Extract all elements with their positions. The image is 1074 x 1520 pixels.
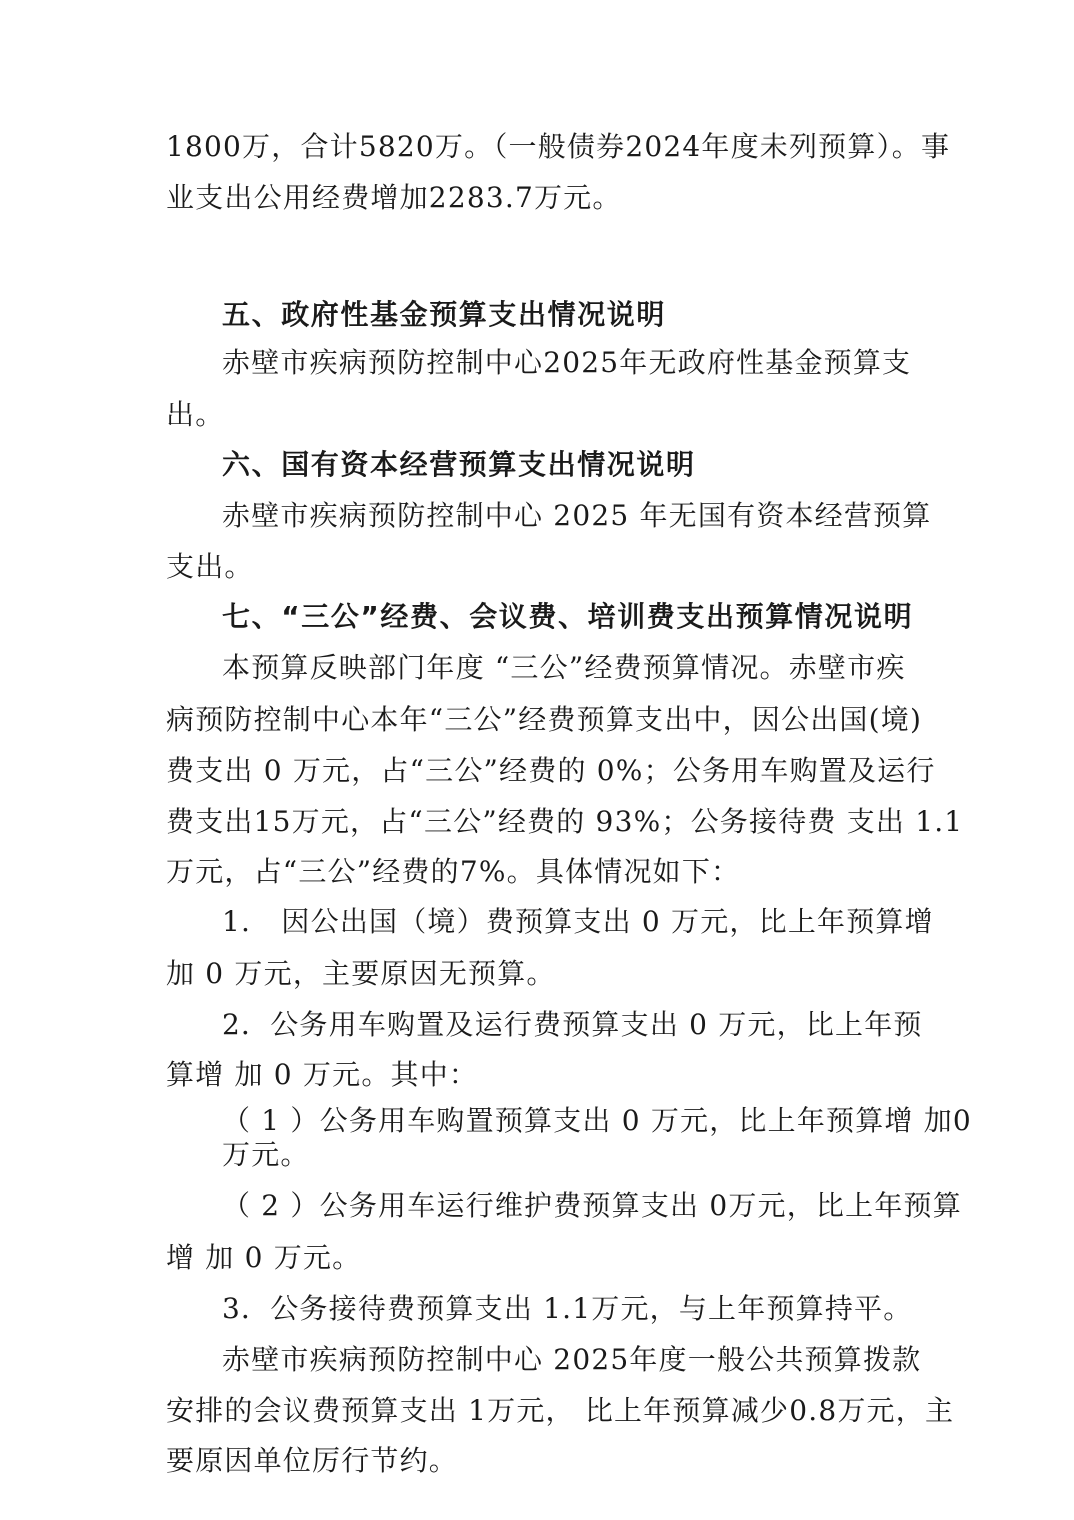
text-line: 赤壁市疾病预防控制中心2025年无政府性基金预算支 xyxy=(222,346,912,379)
text-line: 费支出15万元，占“三公”经费的 93%；公务接待费 支出 1.1 xyxy=(166,805,964,838)
section-heading-7: 七、“三公”经费、会议费、培训费支出预算情况说明 xyxy=(222,600,914,633)
text-line: 2．公务用车购置及运行费预算支出 0 万元，比上年预 xyxy=(222,1008,923,1041)
text-line: 业支出公用经费增加2283.7万元。 xyxy=(166,181,622,214)
text-line: 3．公务接待费预算支出 1.1万元，与上年预算持平。 xyxy=(222,1292,913,1325)
text-line: 安排的会议费预算支出 1万元， 比上年预算减少0.8万元，主 xyxy=(166,1394,955,1427)
text-line: 出。 xyxy=(166,398,225,431)
text-line: 增 加 0 万元。 xyxy=(166,1241,362,1274)
text-line: （ 2 ）公务用车运行维护费预算支出 0万元，比上年预算 xyxy=(222,1189,962,1222)
section-heading-6: 六、国有资本经营预算支出情况说明 xyxy=(222,448,696,481)
text-line: 1. 因公出国（境）费预算支出 0 万元，比上年预算增 xyxy=(222,905,934,938)
text-line: 要原因单位厉行节约。 xyxy=(166,1444,459,1477)
text-line: 赤壁市疾病预防控制中心 2025 年无国有资本经营预算 xyxy=(222,499,932,532)
text-line: （ 1 ）公务用车购置预算支出 0 万元，比上年预算增 加0 xyxy=(222,1104,972,1137)
text-line: 本预算反映部门年度 “三公”经费预算情况。赤壁市疾 xyxy=(222,651,906,684)
text-line: 加 0 万元，主要原因无预算。 xyxy=(166,957,556,990)
text-line: 万元，占“三公”经费的7%。具体情况如下： xyxy=(166,855,741,888)
text-line: 算增 加 0 万元。其中： xyxy=(166,1058,479,1091)
text-line: 赤壁市疾病预防控制中心 2025年度一般公共预算拨款 xyxy=(222,1343,922,1376)
text-line: 费支出 0 万元，占“三公”经费的 0%；公务用车购置及运行 xyxy=(166,754,936,787)
text-line: 病预防控制中心本年“三公”经费预算支出中，因公出国(境) xyxy=(166,703,923,736)
text-line: 万元。 xyxy=(222,1138,310,1171)
text-line: 支出。 xyxy=(166,550,254,583)
section-heading-5: 五、政府性基金预算支出情况说明 xyxy=(222,298,667,331)
text-line: 1800万，合计5820万。（一般债券2024年度未列预算）。事 xyxy=(166,130,951,163)
